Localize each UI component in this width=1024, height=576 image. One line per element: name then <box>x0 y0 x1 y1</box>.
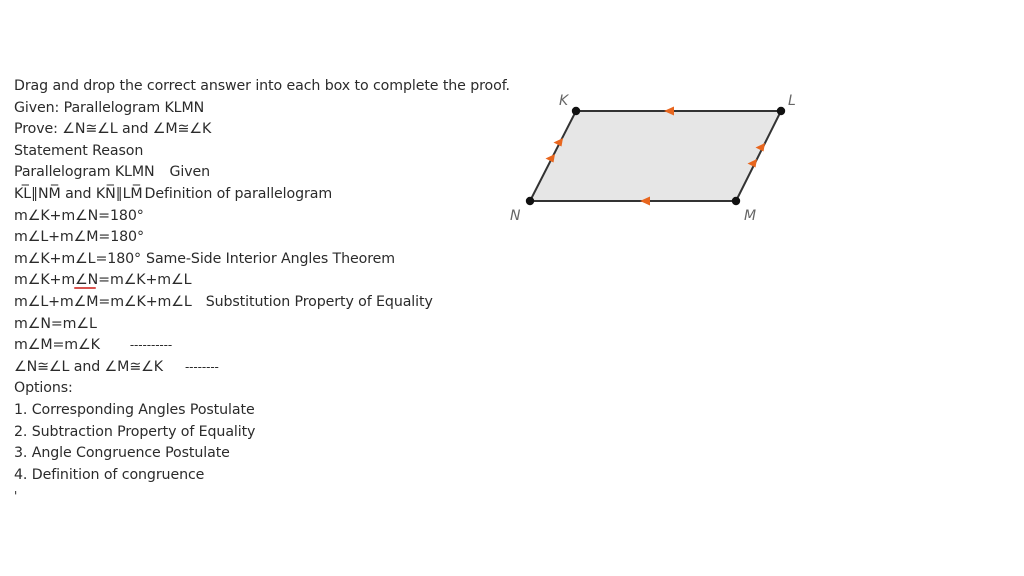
vertex-label-l: L <box>788 93 796 109</box>
red-underline-mark <box>74 287 96 289</box>
proof-row <box>14 357 514 379</box>
prove-line: Prove: ∠N≅∠L and ∠M≅∠K <box>14 121 212 138</box>
row-reason: Same-Side Interior Angles Theorem <box>146 250 395 267</box>
answer-blank[interactable]: -------- <box>184 359 219 374</box>
proof-row <box>14 206 514 228</box>
parallelogram-shape <box>530 111 781 201</box>
parallelogram-figure <box>500 80 820 230</box>
row-statement: m∠L+m∠M=180° <box>14 229 144 246</box>
row-statement: m∠L+m∠M=m∠K+m∠L <box>14 293 192 310</box>
proof-row <box>14 335 514 357</box>
proof-row <box>14 227 514 249</box>
row-statement: m∠M=m∠K <box>14 337 100 354</box>
proof-row <box>14 314 514 336</box>
vertex-dot <box>526 197 534 205</box>
vertex-label-k: K <box>559 93 569 109</box>
proof-row <box>14 249 514 271</box>
option-item[interactable]: 4. Definition of congruence <box>14 466 205 483</box>
row-statement: m∠K+m∠N=m∠K+m∠L <box>14 272 192 289</box>
row-statement: m∠K+m∠L=180° <box>14 250 142 267</box>
proof-row <box>14 292 514 314</box>
given-line: Given: Parallelogram KLMN <box>14 99 205 116</box>
vertex-label-n: N <box>510 208 521 224</box>
vertex-dot <box>572 107 580 115</box>
table-header: Statement Reason <box>14 142 144 159</box>
instruction-text: Drag and drop the correct answer into each box to complete the proof. <box>14 78 510 94</box>
row-statement: ∠N≅∠L and ∠M≅∠K <box>14 358 163 375</box>
proof-row <box>14 162 514 184</box>
proof-row <box>14 184 514 206</box>
vertex-dot <box>777 107 785 115</box>
option-item[interactable]: 3. Angle Congruence Postulate <box>14 445 230 462</box>
answer-blank[interactable]: ---------- <box>129 338 173 353</box>
row-statement: Parallelogram KLMN <box>14 164 155 181</box>
row-reason: Substitution Property of Equality <box>205 293 433 310</box>
proof-row <box>14 270 514 292</box>
proof-text <box>14 76 514 508</box>
option-item[interactable]: 2. Subtraction Property of Equality <box>14 423 256 440</box>
option-item[interactable]: 1. Corresponding Angles Postulate <box>14 401 255 418</box>
vertex-label-m: M <box>744 208 757 224</box>
options-label: Options: <box>14 380 73 397</box>
row-reason: Given <box>169 164 211 181</box>
row-statement: m∠K+m∠N=180° <box>14 207 144 224</box>
row-statement: m∠N=m∠L <box>14 315 97 332</box>
row-reason: Definition of parallelogram <box>144 185 333 202</box>
row-statement: KL̅∥NM̅ and KN̅∥LM̅ <box>14 185 143 202</box>
vertex-dot <box>732 197 740 205</box>
trailing-mark: ' <box>14 489 18 504</box>
